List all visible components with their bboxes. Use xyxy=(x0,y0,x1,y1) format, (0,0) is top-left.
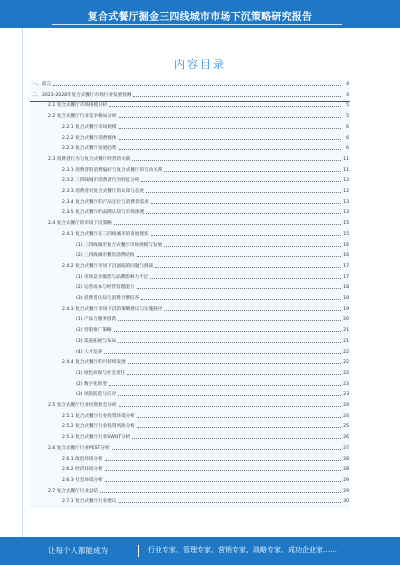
toc-entry-page: 15 xyxy=(343,231,349,237)
toc-entry[interactable] xyxy=(30,444,350,454)
toc-entry-page: 28 xyxy=(343,467,349,473)
toc-entry[interactable] xyxy=(30,315,350,325)
toc-entry-title: 2.3.1 消费者的消费偏好与复合式餐厅的互动关系 xyxy=(62,167,163,173)
toc-entry-page: 27 xyxy=(343,445,349,451)
toc-entry-title: 2.3 消费者行为与复合式餐厅经营的关联 xyxy=(48,156,131,162)
toc-entry-page: 22 xyxy=(343,370,349,376)
toc-leader-dots xyxy=(137,427,341,428)
toc-entry[interactable] xyxy=(30,251,350,261)
toc-entry-page: 22 xyxy=(343,349,349,355)
toc-entry[interactable] xyxy=(30,465,350,475)
toc-entry-title: 2.4 复合式餐厅的市场下沉策略 xyxy=(48,221,112,227)
footer-tagline: 行业专家、管理专家、营销专家、战略专家、成功企业家…… xyxy=(148,546,337,554)
toc-entry-page: 28 xyxy=(343,456,349,462)
toc-entry-page: 22 xyxy=(343,360,349,366)
toc-entry[interactable] xyxy=(30,487,350,497)
toc-leader-dots xyxy=(150,278,341,279)
toc-leader-dots xyxy=(114,224,341,225)
toc-entry-title: 2.5 复合式餐厅行业投资机会分析 xyxy=(48,403,117,408)
toc-leader-dots xyxy=(114,331,341,332)
toc-entry-page: 29 xyxy=(343,488,349,494)
toc-entry-page: 29 xyxy=(343,477,349,483)
toc-entry-title: (1) 三四线城市复合式餐厅市场规模与发展 xyxy=(76,242,163,248)
toc-entry[interactable] xyxy=(30,455,350,465)
toc-entry-page: 16 xyxy=(343,242,349,248)
toc-entry[interactable] xyxy=(30,412,350,422)
toc-leader-dots xyxy=(137,288,341,289)
toc-leader-dots xyxy=(119,406,341,407)
toc-entry[interactable] xyxy=(30,283,350,293)
toc-leader-dots xyxy=(141,299,341,300)
toc-entry[interactable] xyxy=(30,262,350,272)
toc-entry-page: 21 xyxy=(343,338,349,344)
toc-entry-title: 2.2.2 复合式餐厅消费群体 xyxy=(62,135,117,141)
toc-entry[interactable] xyxy=(30,176,350,186)
toc-entry-title: 2.3.2 三四线城市消费者行为特征分析 xyxy=(62,178,140,184)
toc-leader-dots xyxy=(119,149,341,150)
toc-leader-dots xyxy=(105,481,341,482)
toc-entry-title: 2.6 复合式餐厅行业PEST分析 xyxy=(48,445,110,451)
toc-entry-page: 21 xyxy=(343,328,349,334)
toc-entry[interactable] xyxy=(30,112,350,122)
page-header xyxy=(0,0,400,28)
toc-entry-title: 2023-2028年复合式餐厅市场行业发展预测 xyxy=(42,92,132,98)
toc-entry-title: (2) 三四线城市餐饮消费结构 xyxy=(76,253,135,259)
toc-entry-title: (1) 绿色环保与社会责任 xyxy=(76,370,126,376)
toc-entry-title: 2.4.4 复合式餐厅的可持续发展 xyxy=(62,360,126,366)
toc-entry[interactable] xyxy=(30,134,350,144)
toc-entry-title: 2.3.5 复合式餐厅的品牌认知与市场渗透 xyxy=(62,210,145,216)
toc-entry-title: 2.5.3 复合式餐厅行业SWOT分析 xyxy=(62,435,131,441)
toc-leader-dots xyxy=(155,267,341,268)
toc-leader-dots xyxy=(119,139,341,140)
toc-entry-title: 2.4.1 复合式餐厅在三四线城市的发展现状 xyxy=(62,231,149,237)
toc-entry[interactable] xyxy=(30,476,350,486)
footer-separator xyxy=(138,545,139,557)
toc-entry[interactable] xyxy=(30,273,350,283)
toc-entry-title: 前言 xyxy=(42,82,52,87)
toc-entry[interactable] xyxy=(30,208,350,218)
toc-leader-dots xyxy=(104,353,341,354)
toc-leader-dots xyxy=(164,171,341,172)
toc-entry-title: 2.7.1 复合式餐厅行业建议 xyxy=(62,499,117,505)
toc-entry-title: (2) 运营成本与经营管理能力 xyxy=(76,285,135,291)
toc-leader-dots xyxy=(53,85,341,86)
toc-leader-dots xyxy=(119,128,341,129)
toc-entry-page: 13 xyxy=(343,210,349,216)
toc-entry-page: 11 xyxy=(343,167,349,173)
toc-entry-page: 12 xyxy=(343,189,349,194)
toc-entry-page: 18 xyxy=(343,285,349,291)
toc-leader-dots xyxy=(109,385,341,386)
toc-leader-dots xyxy=(105,470,341,471)
toc-entry-title: 2.4.3 复合式餐厅市场下沉的策略建议与实施路径 xyxy=(62,306,163,312)
header-underline xyxy=(52,24,342,25)
toc-entry-page: 5 xyxy=(346,114,349,120)
toc-entry[interactable] xyxy=(30,433,350,443)
toc-entry-number: 一、 xyxy=(32,82,42,87)
toc-leader-dots xyxy=(105,460,341,461)
page-footer xyxy=(0,537,400,565)
toc-entry-page: 16 xyxy=(343,253,349,259)
toc-entry[interactable] xyxy=(30,369,350,379)
footer-slogan: 让每个人都能成为 xyxy=(48,546,108,555)
toc-entry-page: 25 xyxy=(343,424,349,430)
toc-leader-dots xyxy=(118,395,341,396)
toc-entry-page: 11 xyxy=(343,156,349,162)
toc-entry-page: 23 xyxy=(343,381,349,387)
toc-entry[interactable] xyxy=(30,380,350,390)
toc-leader-dots xyxy=(128,363,341,364)
left-margin-rule xyxy=(22,28,23,537)
toc-leader-dots xyxy=(141,181,341,182)
toc-leader-dots xyxy=(133,96,341,97)
toc-entry-page: 4 xyxy=(346,82,349,87)
toc-leader-dots xyxy=(151,203,341,204)
toc-entry-page: 5 xyxy=(346,103,349,109)
toc-entry-page: 6 xyxy=(346,135,349,141)
toc-entry-number: 二、 xyxy=(32,92,42,98)
toc-entry[interactable] xyxy=(30,219,350,229)
toc-leader-dots xyxy=(119,117,341,118)
toc-entry[interactable] xyxy=(30,390,350,400)
toc-entry-title: 2.3.4 复合式餐厅的产品定位与消费者需求 xyxy=(62,199,149,205)
toc-entry[interactable] xyxy=(30,337,350,347)
toc-entry-title: 2.4.2 复合式餐厅市场下沉面临的问题与挑战 xyxy=(62,263,154,269)
toc-entry-page: 13 xyxy=(343,199,349,205)
toc-entry-page: 20 xyxy=(343,317,349,323)
toc-entry[interactable] xyxy=(30,91,350,101)
toc-leader-dots xyxy=(137,256,341,257)
toc-leader-dots xyxy=(127,374,341,375)
toc-leader-dots xyxy=(119,502,341,503)
toc-entry[interactable] xyxy=(30,187,350,197)
toc-entry-title: 2.2.1 复合式餐厅市场规模 xyxy=(62,124,117,130)
toc-entry-title: 2.6.1 政治环境分析 xyxy=(62,456,103,462)
toc-entry[interactable] xyxy=(30,358,350,368)
toc-leader-dots xyxy=(109,106,341,107)
toc-entry[interactable] xyxy=(30,230,350,240)
toc-entry-title: (1) 市场竞争激烈与品牌影响力不足 xyxy=(76,274,149,280)
toc-leader-dots xyxy=(132,160,341,161)
toc-entry-title: (2) 营销推广策略 xyxy=(76,328,112,334)
toc-leader-dots xyxy=(164,310,341,311)
toc-leader-dots xyxy=(118,342,341,343)
toc-entry[interactable] xyxy=(30,497,350,507)
toc-entry[interactable] xyxy=(30,198,350,208)
toc-entry-page: 30 xyxy=(343,499,349,505)
toc-entry-title: 2.6.2 经济环境分析 xyxy=(62,467,103,473)
toc-entry[interactable] xyxy=(30,144,350,154)
toc-entry-page: 6 xyxy=(346,146,349,152)
toc-leader-dots xyxy=(100,492,341,493)
toc-entry[interactable] xyxy=(30,241,350,251)
toc-entry[interactable] xyxy=(30,305,350,315)
toc-entry-title: (3) 渠道拓展与布局 xyxy=(76,338,117,344)
toc-entry-page: 19 xyxy=(343,306,349,312)
toc-leader-dots xyxy=(164,246,341,247)
toc-leader-dots xyxy=(132,438,341,439)
toc-entry-title: (3) 风险防范与应对 xyxy=(76,392,117,398)
toc-entry-page: 17 xyxy=(343,263,349,269)
toc-entry-page: 6 xyxy=(346,124,349,130)
toc-entry-page: 17 xyxy=(343,274,349,280)
toc-entry-title: 2.5.1 复合式餐厅行业投资环境分析 xyxy=(62,413,135,419)
toc-leader-dots xyxy=(146,192,341,193)
toc-entry-page: 15 xyxy=(343,221,349,227)
toc-entry-title: 2.5.2 复合式餐厅行业投资风险分析 xyxy=(62,424,135,430)
toc-entry-title: (3) 消费者认知与消费习惯培养 xyxy=(76,296,140,301)
toc-entry[interactable] xyxy=(30,166,350,176)
toc-entry[interactable] xyxy=(30,401,350,411)
toc-entry-page: 12 xyxy=(343,178,349,184)
toc-entry[interactable] xyxy=(30,348,350,358)
toc-entry-page: 23 xyxy=(343,392,349,398)
toc-entry-page: 26 xyxy=(343,435,349,441)
toc-entry[interactable] xyxy=(30,326,350,336)
toc-entry-title: 2.1 复合式餐厅市场规模分析 xyxy=(48,103,108,109)
toc-leader-dots xyxy=(151,235,341,236)
toc-entry-title: (1) 产品与服务创新 xyxy=(76,317,117,323)
toc-entry[interactable] xyxy=(30,294,350,304)
toc-entry-page: 24 xyxy=(343,403,349,408)
toc-entry-title: (4) 人才培养 xyxy=(76,349,103,355)
toc-entry[interactable] xyxy=(30,422,350,432)
toc-entry-page: 18 xyxy=(343,296,349,301)
toc-entry-page: 24 xyxy=(343,413,349,419)
page-title: 内容目录 xyxy=(174,58,226,71)
toc-entry[interactable] xyxy=(30,123,350,133)
table-of-contents xyxy=(30,80,350,508)
toc-entry-page: 4 xyxy=(346,92,349,98)
toc-leader-dots xyxy=(137,417,341,418)
toc-entry[interactable] xyxy=(30,101,350,111)
toc-entry-title: 2.2 复合式餐厅行业竞争格局分析 xyxy=(48,114,117,120)
toc-leader-dots xyxy=(118,320,341,321)
report-title: 复合式餐厅掘金三四线城市市场下沉策略研究报告 xyxy=(87,12,313,23)
toc-entry-title: 2.2.3 复合式餐厅发展趋势 xyxy=(62,146,117,152)
toc-entry-title: 2.3.3 消费者对复合式餐厅的认知与态度 xyxy=(62,189,145,194)
toc-entry[interactable] xyxy=(30,155,350,165)
toc-leader-dots xyxy=(112,449,341,450)
toc-entry-title: 2.6.3 社会环境分析 xyxy=(62,477,103,483)
toc-leader-dots xyxy=(146,213,341,214)
toc-entry[interactable] xyxy=(30,80,350,90)
toc-entry-title: (2) 数字化转型 xyxy=(76,381,107,387)
toc-entry-title: 2.7 复合式餐厅行业总结 xyxy=(48,488,99,494)
